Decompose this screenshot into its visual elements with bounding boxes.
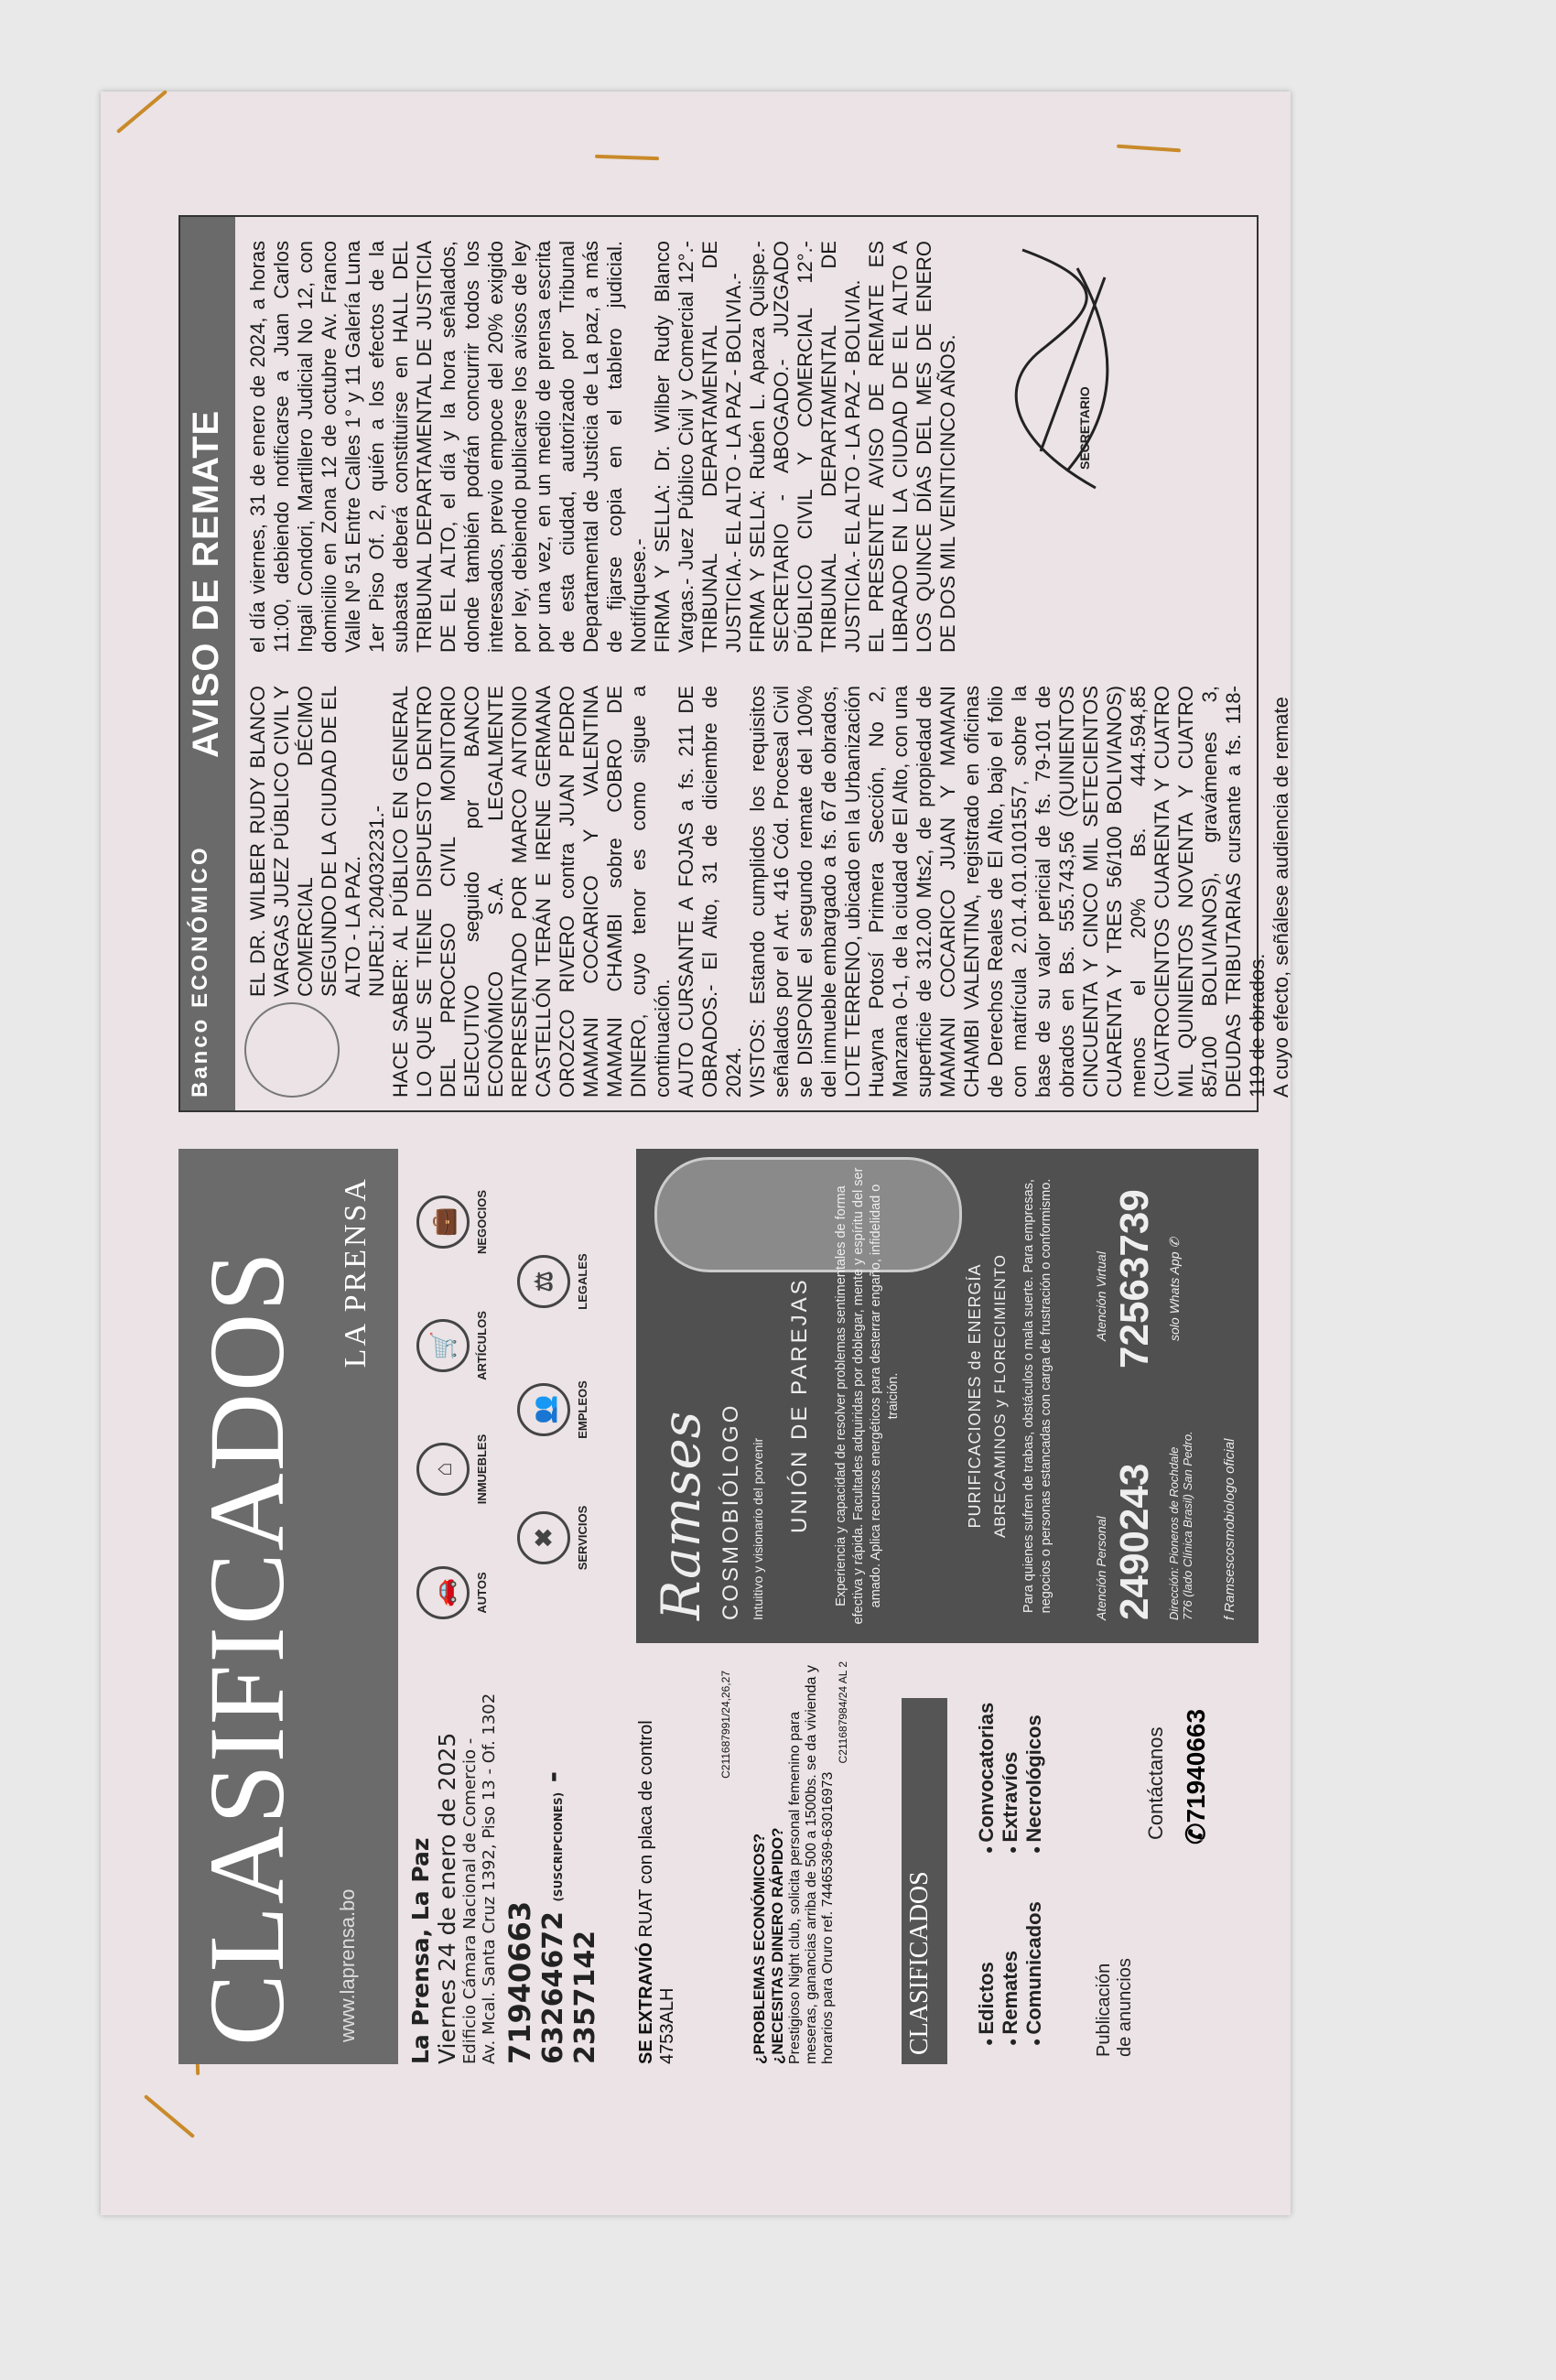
phone-a: 63264672 [537, 1911, 569, 2064]
contact-label: Contáctanos [1144, 1726, 1167, 1840]
brand-name: LA PRENSA [339, 1176, 373, 1368]
aviso-paragraph: HACE SABER: AL PÚBLICO EN GENERAL LO QUE SE TIENE DISPUESTO DENTRO DEL PROCESO CIVIL MONITORIO EJECUTIVO seguido por BANCO ECONÓMICO S.A. LEGALMENTE REPRESENTADO POR MARCO ANTONIO CASTELLÓN TERÁN E IRENE GERMANA OROZCO RIVERO contra JUAN PEDRO MAMANI COCARICO Y VALENTINA MAMANI CHAMBI sobre COBRO DE DINERO, cuyo tenor es como sigue a continuación. [389, 686, 674, 1098]
ad-heading: SE EXTRAVIÓ [636, 1942, 656, 2064]
ramses-purificaciones: PURIFICACIONES de ENERGÍA [966, 1263, 984, 1529]
aviso-column-2 [246, 241, 960, 653]
bullet-item: ● Convocatorias [975, 1703, 999, 1854]
rotated-content [178, 215, 1292, 2064]
bank-logo: Banco ECONÓMICO [188, 845, 212, 1098]
publication-line2: de anuncios [1115, 1958, 1135, 2057]
bullet-item: ● Remates [999, 1901, 1022, 2046]
facebook-handle: Ramsescosmobiologo oficial [1222, 1438, 1237, 1613]
phone-note: (SUSCRIPCIONES) [552, 1791, 565, 1902]
ramses-copy2: Para quienes sufren de trabas, obstáculos o mala suerte. Para empresas, negocios o personas estancadas con carga de frustración o conformismo. [1021, 1178, 1054, 1614]
bullet-item: ● Extravíos [999, 1703, 1022, 1854]
category-label: SERVICIOS [576, 1505, 589, 1571]
aviso-column-1 [246, 686, 1293, 1098]
publisher-address2: Av. Mcal. Santa Cruz 1392, Piso 13 - Of. 1302 [480, 1693, 499, 2064]
aviso-paragraph: EL DR. WILBER RUDY BLANCO VARGAS JUEZ PÚBLICO CIVIL Y COMERCIAL DÉCIMO SEGUNDO DE LA CIUDAD DE EL ALTO - LA PAZ. [246, 686, 364, 997]
contact-phone [1181, 1709, 1211, 1844]
publisher-phones [537, 1661, 601, 2064]
aviso-paragraph: EL PRESENTE AVISO DE REMATE ES LIBRADO EN LA CIUDAD DE EL ALTO A LOS QUINCE DÍAS DEL MES DE ENERO DE DOS MIL VEINTICINCO AÑOS. [865, 241, 959, 653]
bullet-item: ● Comunicados [1022, 1901, 1046, 2046]
publisher-date: Viernes 24 de enero de 2025 [434, 1732, 460, 2064]
ad-code: C211687984/24 AL 2 [837, 1661, 849, 1764]
handwritten-signature [986, 232, 1141, 506]
ad-text: Prestigioso Night club, solicita personal femenino para meseras, ganancias arriba de 500 a 1500bs. se da vivienda y horarios para Oruro ref. 74465369-63016973 [787, 1665, 836, 2064]
phone-b: - 2357142 [537, 1770, 601, 2064]
aviso-paragraph: VISTOS: Estando cumplidos los requisitos señalados por el Art. 416 Cód. Procesal Civil se DISPONE el segundo remate del 100% del inmueble embargado a fs. 67 de obrados, LOTE TERRENO, ubicado en la Urbanización Huayna Potosí Primera Sección, No 2, Manzana 0-1, de la ciudad de El Alto, con una superficie de 312.00 Mts2, de propiedad de MAMANI COCARICO JUAN Y MAMANI CHAMBI VALENTINA, registrado en oficinas de Derechos Reales de El Alto, bajo el folio con matrícula 2.01.4.01.0101557, sobre la base de su valor pericial de fs. 79-101 de obrados en Bs. 555.743,56 (QUINIENTOS CINCUENTA Y CINCO MIL SETECIENTOS CUARENTA Y TRES 56/100 BOLIVIANOS) menos el 20% Bs. 444.594,85 (CUATROCIENTOS CUARENTA Y CUATRO MIL QUINIENTOS NOVENTA Y CUATRO 85/100 BOLIVIANOS), gravámenes 3, DEUDAS TRIBUTARIAS cursante a fs. 118-119 de obrados. [746, 686, 1269, 1098]
ad-text: RUAT con placa de control 4753ALH [636, 1720, 677, 2064]
bullet-item: ● Necrológicos [1022, 1703, 1046, 1854]
publisher-address1: Edificio Cámara Nacional de Comercio - [460, 1737, 480, 2064]
banner-title: CLASIFICADOS [187, 1250, 307, 2046]
ramses-portrait-image [654, 1157, 962, 1272]
publisher-phone: 71940663 [502, 1900, 537, 2064]
label-personal: Atención Personal [1094, 1516, 1108, 1620]
category-negocios[interactable] [416, 1163, 489, 1282]
ad-code: C211687991/24,26,27 [719, 1671, 732, 1779]
clasificados-banner [178, 1149, 398, 2064]
category-label: AUTOS [475, 1572, 489, 1614]
category-inmuebles[interactable] [416, 1410, 489, 1529]
category-label: ARTÍCULOS [475, 1311, 489, 1380]
category-label: EMPLEOS [576, 1380, 589, 1439]
ramses-subtitle: COSMOBIÓLOGO [719, 1402, 743, 1620]
aviso-header [180, 217, 235, 1110]
whatsapp-label: solo Whats App [1167, 1251, 1182, 1341]
aviso-remate [178, 215, 1292, 1112]
car-icon: 🚗 [416, 1566, 470, 1619]
ramses-copy: Experiencia y capacidad de resolver problemas sentimentales de forma efectiva y rápida. Facultades adquiridas por doblegar, mente y espíritu del ser amado. Aplica recursos energéticos para desterrar engaño, infidelidad o traición. [834, 1167, 901, 1625]
label-virtual: Atención Virtual [1094, 1251, 1108, 1341]
ramses-facebook [1222, 1439, 1237, 1620]
bullet-item: ● Edictos [975, 1901, 999, 2046]
whatsapp-icon: ✆ [1167, 1237, 1182, 1249]
bullet-list-right [975, 1703, 1046, 1854]
whatsapp-icon: ✆ [1182, 1823, 1210, 1844]
bullet-list-left [975, 1901, 1046, 2046]
clasificados-logo: CLASIFICADOS [902, 1698, 947, 2064]
publisher-info [407, 1661, 627, 2064]
aviso-paragraph: NUREJ: 204032231.- [365, 805, 388, 997]
aviso-paragraph: FIRMA Y SELLA: Rubén L. Apaza Quispe.- SECRETARIO - ABOGADO.- JUZGADO PÚBLICO CIVIL Y COMERCIAL 12°.- TRIBUNAL DEPARTAMENTAL DE JUSTICIA.- EL ALTO - LA PAZ - BOLIVIA. [746, 241, 864, 653]
publication-label [1094, 1958, 1136, 2057]
ad-extravio [636, 1661, 737, 2064]
ad-heading: ¿PROBLEMAS ECONÓMICOS? [751, 1833, 768, 2064]
tools-icon: ✖ [517, 1511, 570, 1564]
ramses-tagline: Intuitivo y visionario del porvenir [751, 1437, 765, 1620]
ramses-name: Ramses [650, 1411, 712, 1620]
people-icon: 👥 [517, 1383, 570, 1436]
category-articulos[interactable] [416, 1286, 489, 1405]
ramses-union: UNIÓN DE PAREJAS [787, 1277, 812, 1533]
category-autos[interactable] [416, 1533, 489, 1652]
cart-icon: 🛒 [416, 1319, 470, 1372]
category-label: INMUEBLES [475, 1433, 489, 1505]
facebook-icon: f [1222, 1616, 1237, 1620]
ad-subheading: ¿NECESITAS DINERO RÁPIDO? [769, 1827, 786, 2064]
secretary-stamp: SECRETARIO [1077, 386, 1092, 470]
category-empleos[interactable] [517, 1350, 589, 1469]
aviso-paragraph: AUTO CURSANTE A FOJAS a fs. 211 DE OBRADOS.- El Alto, 31 de diciembre de 2024. [675, 686, 745, 1098]
site-url: www.laprensa.bo [336, 1888, 359, 2042]
category-legales[interactable] [517, 1222, 589, 1341]
category-grid [416, 1149, 627, 1652]
category-label: NEGOCIOS [475, 1189, 489, 1255]
publication-line1: Publicación [1094, 1963, 1114, 2057]
house-icon: ⌂ [416, 1443, 470, 1496]
contact-phone-number: 71940663 [1182, 1708, 1210, 1823]
ramses-address: Dirección: Pioneros de Rochdale 776 (lado Clínica Brasil) San Pedro. [1167, 1431, 1194, 1620]
aviso-paragraph: A cuyo efecto, señálese audiencia de remate [1270, 697, 1292, 1098]
publisher-city: La Prensa, La Paz [407, 1837, 434, 2064]
ad-empleo [751, 1661, 888, 2064]
category-servicios[interactable] [517, 1478, 589, 1597]
scales-icon: ⚖ [517, 1255, 570, 1308]
ramses-abrecaminos: ABRECAMINOS y FLORECIMIENTO [991, 1253, 1009, 1539]
ramses-whatsapp [1167, 1238, 1183, 1341]
aviso-paragraph: el día viernes, 31 de enero de 2024, a horas 11:00, debiendo notificarse a Juan Carlos Ingali Condori, Martillero Judicial No 12, con domicilio en Zona 12 de octubre Av. Franco Valle Nº 51 Entre Calles 1° y 11 Galería Luna 1er Piso Of. 2, quién a los efectos de la subasta deberá constituirse en HALL DEL TRIBUNAL DEPARTAMENTAL DE JUSTICIA DE EL ALTO, el día y la hora señalados, donde también podrán concurrir todos los interesados, previo empoce del 20% exigido por ley, debiendo publicarse los avisos de ley por una vez, en un medio de prensa escrita de esta ciudad, autorizado por Tribunal Departamental de Justicia de La paz, a más de fijarse copia en el tablero judicial. Notifíquese.- [246, 241, 650, 653]
phone-virtual: 72563739 [1112, 1189, 1157, 1368]
aviso-paragraph: FIRMA Y SELLA: Dr. Wilber Rudy Blanco Vargas.- Juez Público Civil y Comercial 12°.- TRIBUNAL DEPARTAMENTAL DE JUSTICIA.- EL ALTO - LA PAZ - BOLIVIA.- [651, 241, 745, 653]
phone-personal: 2490243 [1112, 1463, 1157, 1620]
aviso-title: AVISO DE REMATE [186, 409, 226, 758]
briefcase-icon: 💼 [416, 1195, 470, 1249]
ramses-ad [636, 1149, 1259, 1643]
ad-clasificados [902, 1661, 1259, 2064]
category-label: LEGALES [576, 1253, 589, 1310]
